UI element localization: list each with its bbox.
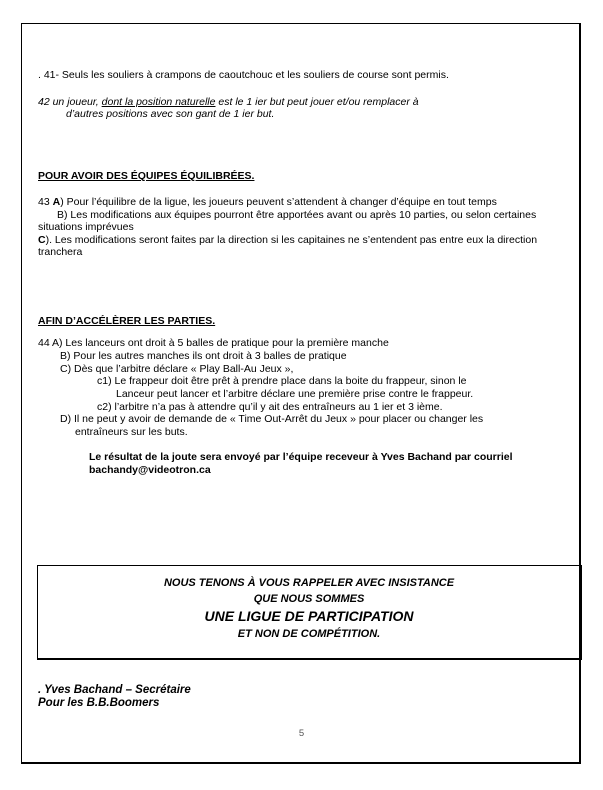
result-email: bachandy@videotron.ca (89, 464, 211, 476)
page-number: 5 (298, 728, 305, 739)
notice-box (37, 565, 582, 660)
notice-line4: ET NON DE COMPÉTITION. (237, 628, 381, 640)
result-note: Le résultat de la joute sera envoyé par l’équipe receveur à Yves Bachand par courriel (89, 451, 513, 463)
rule-42-underlined: dont la position naturelle (101, 96, 216, 108)
notice-line2: QUE NOUS SOMMES (253, 593, 365, 605)
rule-43-c-label: C (38, 234, 46, 246)
rule-44-b: B) Pour les autres manches ils ont droit à 3 balles de pratique (60, 350, 347, 362)
rule-43-a (38, 196, 497, 209)
rule-44-d-cont: entraîneurs sur les buts. (75, 426, 188, 438)
rule-43-b-line1: B) Les modifications aux équipes pourront être apportées avant ou après 10 parties, ou selon certaines (57, 209, 537, 221)
rule-41: . 41- Seuls les souliers à crampons de caoutchouc et les souliers de course sont permis. (38, 69, 449, 81)
rule-42-line2: d’autres positions avec son gant de 1 ier but. (66, 108, 275, 120)
rule-43-a-label: A (52, 196, 61, 208)
rule-43-c-line2: tranchera (38, 246, 83, 258)
notice-line1: NOUS TENONS À VOUS RAPPELER AVEC INSISTANCE (163, 577, 455, 589)
section-heading-parties: AFIN D’ACCÉLÈRER LES PARTIES. (38, 315, 216, 327)
notice-line3: UNE LIGUE DE PARTICIPATION (204, 608, 414, 624)
rule-44-d: D) Il ne peut y avoir de demande de « Time Out-Arrêt du Jeux » pour placer ou changer les (60, 413, 484, 425)
rule-42-pre: 42 un joueur, (38, 96, 102, 108)
rule-43-a-text: ) Pour l’équilibre de la ligue, les joueurs peuvent s’attendent à changer d’équipe en tout temps (60, 196, 497, 208)
rule-43-c-line1 (38, 234, 537, 247)
rule-44-c1: c1) Le frappeur doit être prêt à prendre place dans la boite du frappeur, sinon le (97, 375, 467, 387)
rule-43-b-line2: situations imprévues (38, 221, 134, 233)
rule-44-c: C) Dès que l’arbitre déclare « Play Ball-Au Jeux », (60, 363, 294, 375)
section-heading-equipes: POUR AVOIR DES ÉQUIPES ÉQUILIBRÉES. (38, 170, 255, 182)
rule-44-a: 44 A) Les lanceurs ont droit à 5 balles de pratique pour la première manche (38, 337, 389, 349)
signature-line1: . Yves Bachand – Secrétaire (38, 684, 191, 696)
rule-42-post: est le 1 ier but peut jouer et/ou remplacer à (215, 96, 419, 108)
signature-line2: Pour les B.B.Boomers (38, 697, 160, 709)
rule-44-c2: c2) l’arbitre n’a pas à attendre qu’il y ait des entraîneurs au 1 ier et 3 ième. (97, 401, 443, 413)
rule-44-c1-cont: Lanceur peut lancer et l’arbitre déclare une première prise contre le frappeur. (116, 388, 474, 400)
rule-43-c-text: ). Les modifications seront faites par la direction si les capitaines ne s’entendent pas entre eux la direction (45, 234, 538, 246)
rule-43-num: 43 (38, 196, 53, 208)
